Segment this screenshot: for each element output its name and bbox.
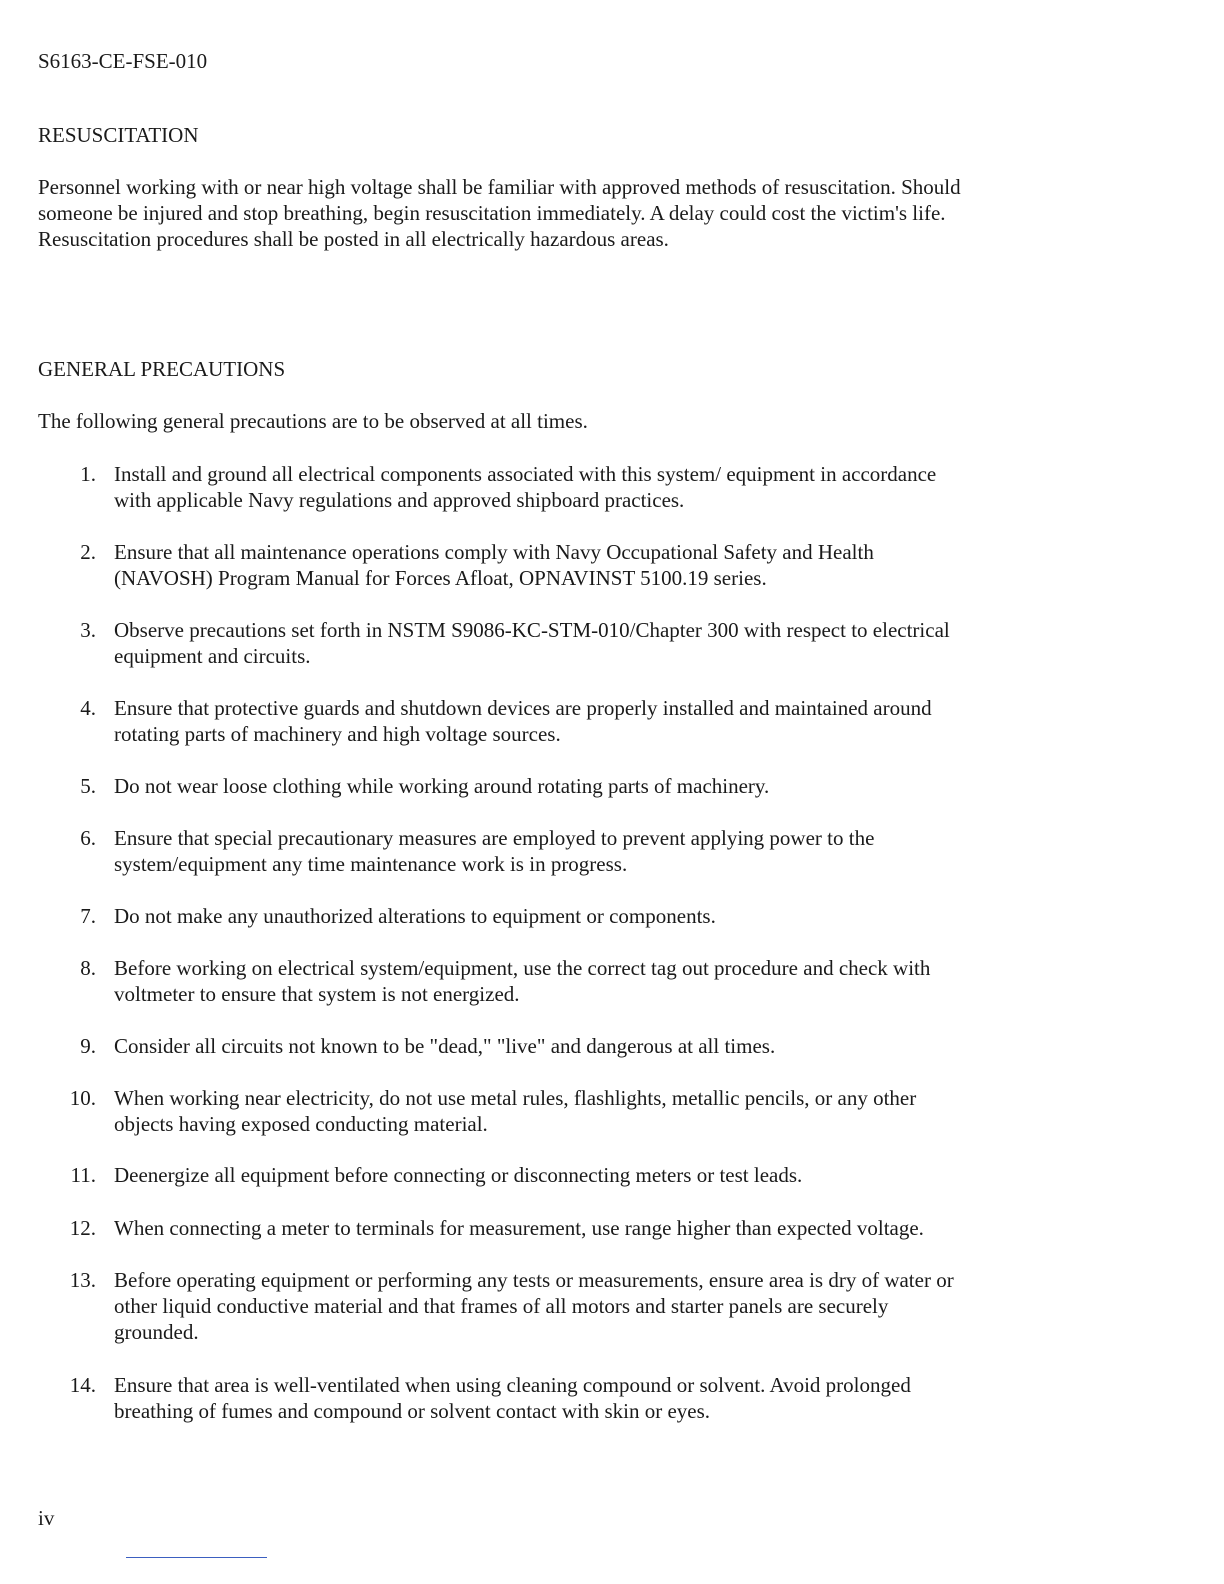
list-item-text — [114, 1267, 954, 1345]
list-item-line: grounded. — [114, 1320, 199, 1344]
list-item-line: Do not wear loose clothing while working around rotating parts of machinery. — [114, 774, 770, 798]
list-item-text — [114, 695, 932, 747]
list-item-text — [114, 1085, 916, 1137]
list-item-text — [114, 1372, 911, 1424]
list-item-number: 9. — [80, 1034, 96, 1058]
document-id: S6163-CE-FSE-010 — [38, 49, 208, 73]
list-item-text — [114, 461, 936, 513]
list-item-line: system/equipment any time maintenance work is in progress. — [114, 852, 628, 876]
list-item-text — [114, 1033, 775, 1059]
list-item-text — [114, 825, 874, 877]
list-item-number: 10. — [69, 1086, 96, 1110]
list-item-line: voltmeter to ensure that system is not energized. — [114, 982, 520, 1006]
list-item-number: 7. — [80, 904, 96, 928]
list-item-line: with applicable Navy regulations and approved shipboard practices. — [114, 488, 685, 512]
list-item-number: 1. — [80, 462, 96, 486]
list-item-line: Observe precautions set forth in NSTM S9086-KC-STM-010/Chapter 300 with respect to electrical — [114, 618, 950, 642]
list-item-line: other liquid conductive material and that frames of all motors and starter panels are securely — [114, 1294, 889, 1318]
list-item-line: Before operating equipment or performing any tests or measurements, ensure area is dry of water or — [114, 1268, 954, 1292]
list-item-number: 12. — [69, 1216, 96, 1240]
list-item-number: 2. — [80, 540, 96, 564]
list-item-number: 14. — [69, 1373, 96, 1397]
list-item-text — [114, 903, 716, 929]
list-item-text — [114, 617, 950, 669]
list-item-number: 3. — [80, 618, 96, 642]
list-item-number: 6. — [80, 826, 96, 850]
paragraph-line: Personnel working with or near high voltage shall be familiar with approved methods of resuscitation. Should — [38, 175, 961, 199]
list-item-line: Ensure that all maintenance operations comply with Navy Occupational Safety and Health — [114, 540, 874, 564]
list-item-text — [114, 539, 874, 591]
resuscitation-paragraph — [38, 174, 1098, 252]
list-item-text — [114, 955, 930, 1007]
list-item-line: (NAVOSH) Program Manual for Forces Afloat, OPNAVINST 5100.19 series. — [114, 566, 767, 590]
list-item-text — [114, 773, 769, 799]
list-item-line: objects having exposed conducting material. — [114, 1112, 488, 1136]
list-item-line: equipment and circuits. — [114, 644, 311, 668]
list-item-number: 13. — [69, 1268, 96, 1292]
list-item-line: Ensure that protective guards and shutdown devices are properly installed and maintained around — [114, 696, 932, 720]
paragraph-line: someone be injured and stop breathing, begin resuscitation immediately. A delay could cost the victim's life. — [38, 201, 946, 225]
general-precautions-intro: The following general precautions are to be observed at all times. — [38, 409, 588, 433]
list-item-line: Do not make any unauthorized alterations to equipment or components. — [114, 904, 716, 928]
page-number: iv — [38, 1506, 55, 1530]
footer-divider — [126, 1557, 267, 1558]
list-item-text — [114, 1162, 802, 1188]
list-item-line: Before working on electrical system/equipment, use the correct tag out procedure and check with — [114, 956, 931, 980]
general-precautions-heading: GENERAL PRECAUTIONS — [38, 357, 286, 381]
list-item-line: Consider all circuits not known to be "dead," "live" and dangerous at all times. — [114, 1034, 776, 1058]
list-item-number: 4. — [80, 696, 96, 720]
list-item-line: Ensure that special precautionary measures are employed to prevent applying power to the — [114, 826, 875, 850]
list-item-text — [114, 1215, 924, 1241]
list-item-line: breathing of fumes and compound or solvent contact with skin or eyes. — [114, 1399, 711, 1423]
list-item-number: 5. — [80, 774, 96, 798]
paragraph-line: Resuscitation procedures shall be posted in all electrically hazardous areas. — [38, 227, 669, 251]
list-item-line: Install and ground all electrical components associated with this system/ equipment in accordance — [114, 462, 937, 486]
list-item-line: Ensure that area is well-ventilated when using cleaning compound or solvent. Avoid prolonged — [114, 1373, 911, 1397]
resuscitation-heading: RESUSCITATION — [38, 123, 199, 147]
list-item-line: When working near electricity, do not use metal rules, flashlights, metallic pencils, or any other — [114, 1086, 917, 1110]
list-item-line: rotating parts of machinery and high voltage sources. — [114, 722, 561, 746]
list-item-number: 11. — [70, 1163, 96, 1187]
list-item-line: When connecting a meter to terminals for measurement, use range higher than expected voltage. — [114, 1216, 924, 1240]
list-item-number: 8. — [80, 956, 96, 980]
list-item-line: Deenergize all equipment before connecting or disconnecting meters or test leads. — [114, 1163, 803, 1187]
